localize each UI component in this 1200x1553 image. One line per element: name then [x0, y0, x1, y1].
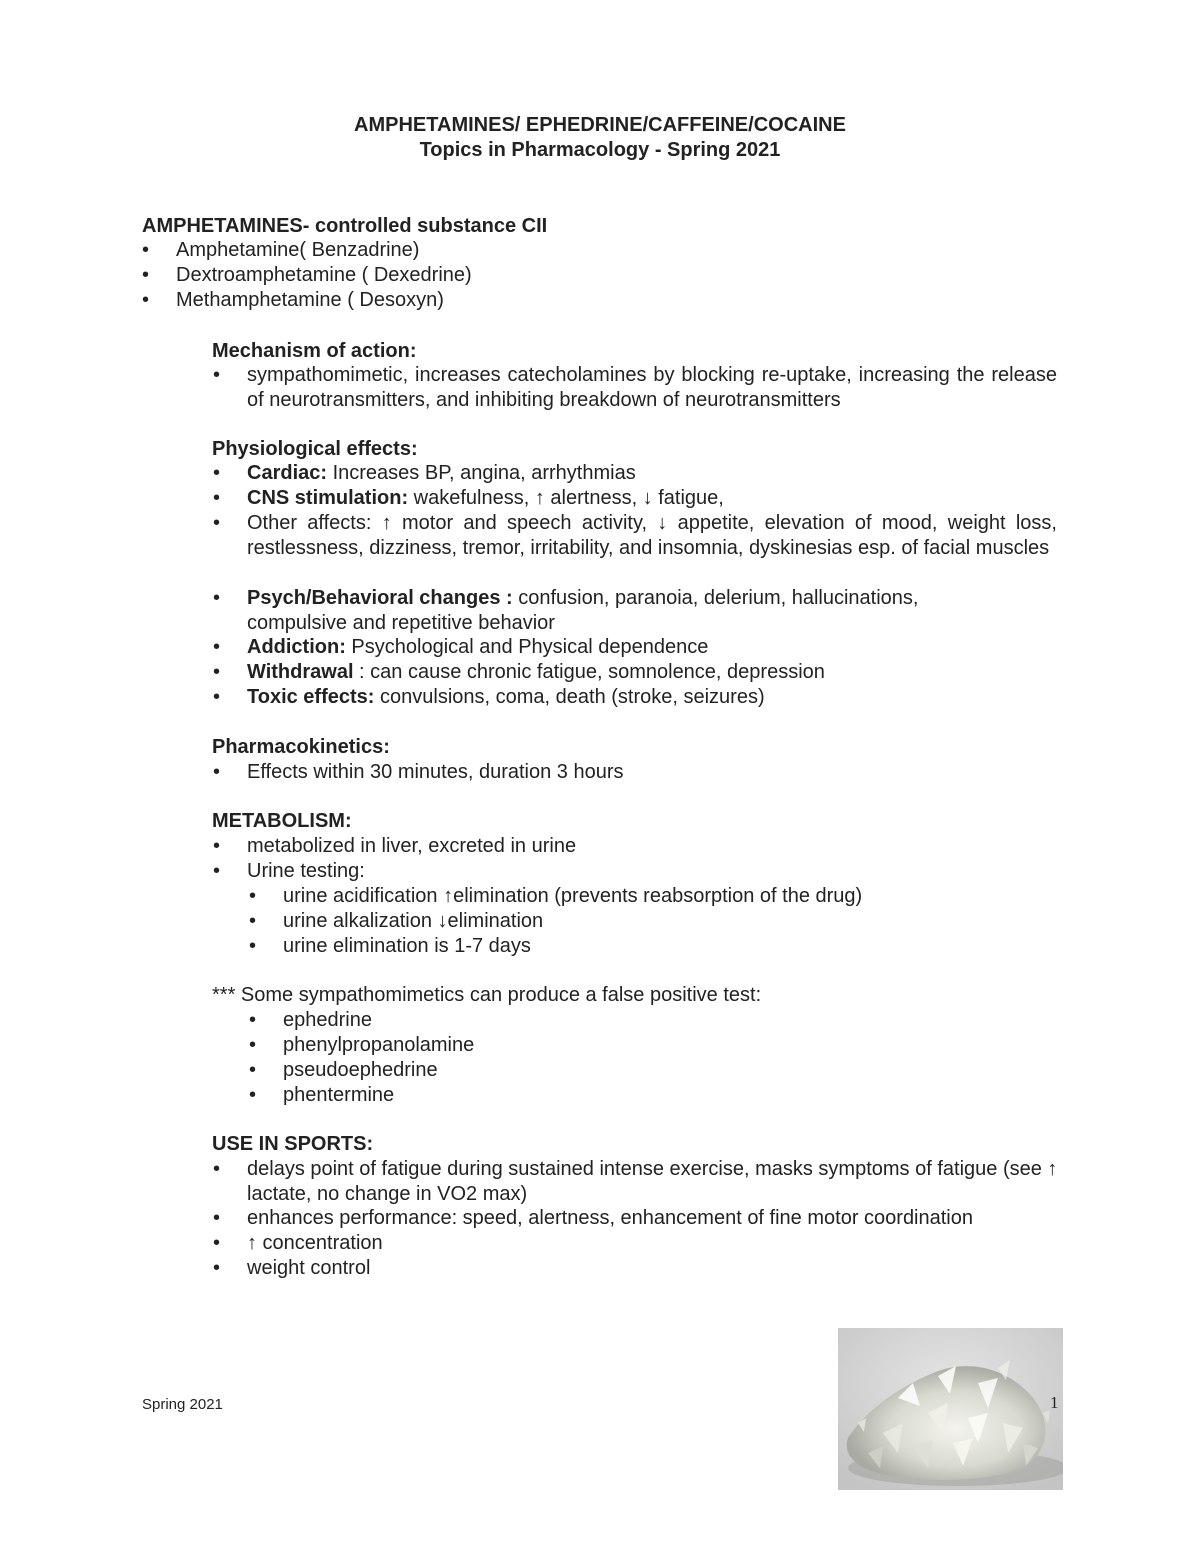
withdrawal-label: Withdrawal — [247, 661, 354, 683]
crystal-photo — [838, 1328, 1063, 1490]
cardiac-label: Cardiac: — [247, 462, 328, 484]
pharmacokinetics-heading: Pharmacokinetics: — [212, 736, 390, 758]
mechanism-heading: Mechanism of action: — [212, 340, 417, 362]
footer-label: Spring 2021 — [142, 1396, 223, 1413]
list-item: • urine elimination is 1-7 days — [283, 934, 531, 959]
withdrawal-text: : can cause chronic fatigue, somnolence, depression — [353, 661, 825, 683]
cns-label: CNS stimulation: — [247, 487, 409, 509]
list-item: • pseudoephedrine — [283, 1058, 438, 1083]
list-item: • urine acidification ↑elimination (prevents reabsorption of the drug) — [283, 884, 862, 909]
list-item — [247, 685, 765, 710]
crystal-image-icon — [838, 1328, 1063, 1490]
toxic-text: convulsions, coma, death (stroke, seizures) — [374, 686, 765, 708]
cns-text: wakefulness, ↑ alertness, ↓ fatigue, — [408, 487, 724, 509]
document-title: AMPHETAMINES/ EPHEDRINE/CAFFEINE/COCAINE — [354, 114, 846, 136]
amphetamines-heading: AMPHETAMINES- controlled substance CII — [142, 215, 548, 237]
list-item — [247, 660, 825, 685]
list-item: • metabolized in liver, excreted in urine — [247, 834, 576, 859]
list-item: • urine alkalization ↓elimination — [283, 909, 543, 934]
list-item: • delays point of fatigue during sustained intense exercise, masks symptoms of fatigue (see ↑ lactate, no change in VO2 max) — [247, 1157, 1062, 1207]
list-item — [247, 461, 636, 486]
physiological-heading: Physiological effects: — [212, 438, 418, 460]
list-item — [247, 586, 1007, 636]
list-item: • sympathomimetic, increases catecholamines by blocking re-uptake, increasing the release of neurotransmitters, and inhibiting breakdown of neurotransmitters — [247, 363, 1057, 413]
false-positive-note: *** Some sympathomimetics can produce a false positive test: — [212, 984, 762, 1006]
list-item: • ephedrine — [283, 1008, 372, 1033]
addiction-text: Psychological and Physical dependence — [345, 636, 709, 658]
addiction-label: Addiction: — [247, 636, 346, 658]
list-item — [247, 635, 708, 660]
list-item: • phentermine — [283, 1083, 394, 1108]
sports-heading: USE IN SPORTS: — [212, 1133, 374, 1155]
list-item: • phenylpropanolamine — [283, 1033, 474, 1058]
list-item: • Other affects: ↑ motor and speech activity, ↓ appetite, elevation of mood, weight loss, restlessness, dizziness, tremor, irritability, and insomnia, dyskinesias esp. of facial muscles — [247, 511, 1057, 561]
psych-text: confusion, paranoia, delerium, hallucinations, compulsive and repetitive behavior — [247, 587, 919, 634]
list-item: • ↑ concentration — [247, 1231, 383, 1256]
list-item: • Methamphetamine ( Desoxyn) — [176, 288, 444, 313]
list-item: • enhances performance: speed, alertness, enhancement of fine motor coordination — [247, 1206, 973, 1231]
list-item: • Dextroamphetamine ( Dexedrine) — [176, 263, 472, 288]
document-subtitle: Topics in Pharmacology - Spring 2021 — [419, 139, 781, 161]
list-item: • weight control — [247, 1256, 370, 1281]
list-item — [247, 486, 724, 511]
list-item: • Urine testing: — [247, 859, 365, 884]
psych-label: Psych/Behavioral changes : — [247, 587, 513, 609]
toxic-label: Toxic effects: — [247, 686, 375, 708]
list-item: • Amphetamine( Benzadrine) — [176, 238, 419, 263]
cardiac-text: Increases BP, angina, arrhythmias — [327, 462, 636, 484]
page-number: 1 — [1050, 1393, 1059, 1412]
list-item: • Effects within 30 minutes, duration 3 hours — [247, 760, 624, 785]
metabolism-heading: METABOLISM: — [212, 810, 352, 832]
